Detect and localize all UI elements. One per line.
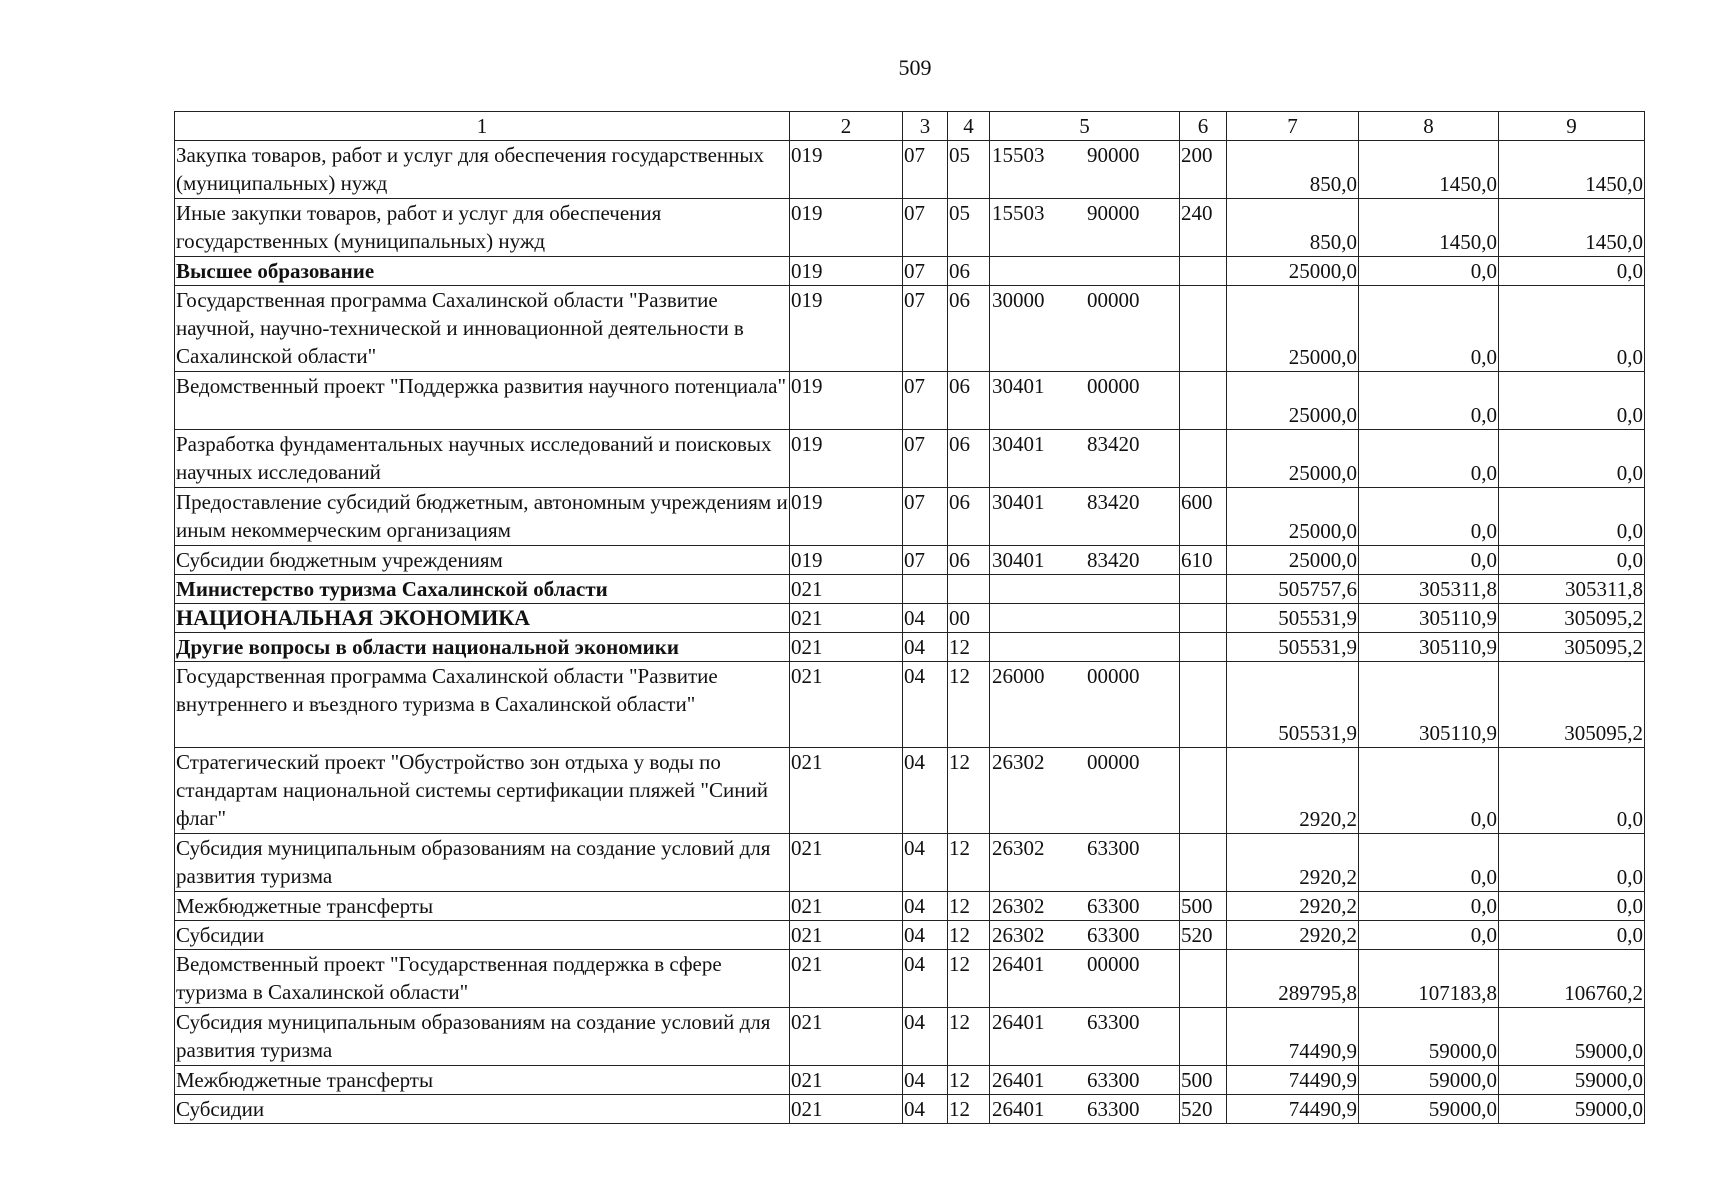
row-name: Субсидии [175, 921, 790, 950]
table-row [175, 604, 1645, 633]
cell-amount-year-1: 289795,8 [1227, 950, 1359, 1008]
cell-subsection [948, 575, 990, 604]
column-header: 7 [1227, 112, 1359, 141]
cell-admin-code: 021 [790, 834, 903, 892]
cell-subsection: 06 [948, 286, 990, 372]
cell-subsection: 00 [948, 604, 990, 633]
cell-amount-year-1: 505531,9 [1227, 633, 1359, 662]
cell-subsection: 12 [948, 1008, 990, 1066]
cell-section: 07 [903, 430, 948, 488]
cell-expense-type: 500 [1180, 1066, 1227, 1095]
row-name: Субсидии бюджетным учреждениям [175, 546, 790, 575]
cell-amount-year-3: 0,0 [1499, 257, 1645, 286]
row-name: Другие вопросы в области национальной экономики [175, 633, 790, 662]
cell-target-article [990, 488, 1180, 546]
cell-expense-type [1180, 257, 1227, 286]
cell-target-article [990, 199, 1180, 257]
table-row [175, 748, 1645, 834]
cell-amount-year-3: 0,0 [1499, 430, 1645, 488]
cell-amount-year-2: 305110,9 [1359, 633, 1499, 662]
target-article-direction: 90000 [1087, 201, 1140, 225]
cell-amount-year-3: 305311,8 [1499, 575, 1645, 604]
row-name: Предоставление субсидий бюджетным, автономным учреждениям и иным некоммерческим организациям [175, 488, 790, 546]
row-name: Межбюджетные трансферты [175, 892, 790, 921]
cell-admin-code: 021 [790, 1008, 903, 1066]
cell-target-article [990, 430, 1180, 488]
cell-subsection: 12 [948, 834, 990, 892]
cell-section: 04 [903, 892, 948, 921]
cell-section: 07 [903, 286, 948, 372]
cell-amount-year-3: 0,0 [1499, 546, 1645, 575]
cell-amount-year-2: 305311,8 [1359, 575, 1499, 604]
target-article-direction: 90000 [1087, 143, 1140, 167]
cell-amount-year-3: 305095,2 [1499, 604, 1645, 633]
target-article-program: 26000 [992, 664, 1045, 688]
table-row [175, 430, 1645, 488]
row-name: Закупка товаров, работ и услуг для обеспечения государственных (муниципальных) нужд [175, 141, 790, 199]
cell-target-article [990, 141, 1180, 199]
target-article-program: 15503 [992, 143, 1045, 167]
cell-amount-year-2: 0,0 [1359, 892, 1499, 921]
cell-subsection: 12 [948, 921, 990, 950]
cell-amount-year-2: 0,0 [1359, 372, 1499, 430]
cell-admin-code: 019 [790, 488, 903, 546]
cell-amount-year-1: 74490,9 [1227, 1008, 1359, 1066]
cell-target-article [990, 748, 1180, 834]
cell-amount-year-1: 850,0 [1227, 141, 1359, 199]
cell-amount-year-3: 0,0 [1499, 748, 1645, 834]
cell-target-article [990, 892, 1180, 921]
target-article-direction: 63300 [1087, 1068, 1140, 1092]
cell-target-article [990, 1066, 1180, 1095]
cell-expense-type [1180, 748, 1227, 834]
target-article-program: 26401 [992, 1010, 1045, 1034]
cell-amount-year-3: 1450,0 [1499, 199, 1645, 257]
cell-amount-year-3: 0,0 [1499, 834, 1645, 892]
table-row [175, 834, 1645, 892]
table-row [175, 662, 1645, 748]
target-article-direction: 83420 [1087, 490, 1140, 514]
cell-expense-type [1180, 662, 1227, 748]
cell-subsection: 05 [948, 199, 990, 257]
cell-amount-year-1: 2920,2 [1227, 748, 1359, 834]
column-header: 6 [1180, 112, 1227, 141]
cell-target-article [990, 633, 1180, 662]
cell-admin-code: 019 [790, 430, 903, 488]
cell-amount-year-2: 59000,0 [1359, 1008, 1499, 1066]
cell-admin-code: 021 [790, 1066, 903, 1095]
cell-admin-code: 021 [790, 950, 903, 1008]
cell-amount-year-2: 59000,0 [1359, 1066, 1499, 1095]
cell-amount-year-2: 59000,0 [1359, 1095, 1499, 1124]
target-article-direction: 63300 [1087, 1010, 1140, 1034]
target-article-program: 26302 [992, 923, 1045, 947]
cell-target-article [990, 662, 1180, 748]
cell-admin-code: 019 [790, 372, 903, 430]
table-row [175, 546, 1645, 575]
cell-amount-year-2: 1450,0 [1359, 141, 1499, 199]
cell-amount-year-3: 0,0 [1499, 488, 1645, 546]
cell-amount-year-3: 59000,0 [1499, 1095, 1645, 1124]
cell-amount-year-3: 59000,0 [1499, 1008, 1645, 1066]
cell-amount-year-1: 25000,0 [1227, 546, 1359, 575]
cell-section: 04 [903, 662, 948, 748]
target-article-program: 26401 [992, 1097, 1045, 1121]
cell-amount-year-2: 0,0 [1359, 748, 1499, 834]
cell-amount-year-1: 74490,9 [1227, 1066, 1359, 1095]
cell-target-article [990, 372, 1180, 430]
target-article-program: 26401 [992, 1068, 1045, 1092]
cell-subsection: 12 [948, 662, 990, 748]
cell-expense-type: 240 [1180, 199, 1227, 257]
cell-amount-year-2: 0,0 [1359, 834, 1499, 892]
cell-amount-year-1: 2920,2 [1227, 834, 1359, 892]
cell-expense-type [1180, 372, 1227, 430]
cell-amount-year-2: 1450,0 [1359, 199, 1499, 257]
target-article-direction: 00000 [1087, 750, 1140, 774]
cell-admin-code: 021 [790, 1095, 903, 1124]
row-name: Министерство туризма Сахалинской области [175, 575, 790, 604]
target-article-program: 26401 [992, 952, 1045, 976]
cell-target-article [990, 1008, 1180, 1066]
cell-amount-year-1: 25000,0 [1227, 286, 1359, 372]
cell-amount-year-3: 106760,2 [1499, 950, 1645, 1008]
cell-amount-year-1: 74490,9 [1227, 1095, 1359, 1124]
cell-expense-type: 200 [1180, 141, 1227, 199]
cell-subsection: 06 [948, 257, 990, 286]
cell-target-article [990, 257, 1180, 286]
table-row [175, 257, 1645, 286]
budget-table [174, 111, 1645, 1124]
cell-amount-year-1: 25000,0 [1227, 488, 1359, 546]
column-header: 8 [1359, 112, 1499, 141]
target-article-program: 30401 [992, 490, 1045, 514]
target-article-program: 26302 [992, 750, 1045, 774]
column-header: 3 [903, 112, 948, 141]
cell-section: 07 [903, 372, 948, 430]
cell-amount-year-1: 25000,0 [1227, 257, 1359, 286]
cell-target-article [990, 604, 1180, 633]
cell-section [903, 575, 948, 604]
cell-admin-code: 021 [790, 633, 903, 662]
target-article-direction: 83420 [1087, 548, 1140, 572]
cell-section: 04 [903, 604, 948, 633]
cell-expense-type: 610 [1180, 546, 1227, 575]
cell-expense-type [1180, 633, 1227, 662]
cell-admin-code: 021 [790, 604, 903, 633]
row-name: Субсидии [175, 1095, 790, 1124]
cell-section: 07 [903, 546, 948, 575]
target-article-program: 26302 [992, 836, 1045, 860]
cell-amount-year-2: 305110,9 [1359, 662, 1499, 748]
cell-subsection: 12 [948, 1066, 990, 1095]
cell-expense-type [1180, 950, 1227, 1008]
column-header: 9 [1499, 112, 1645, 141]
target-article-program: 30401 [992, 548, 1045, 572]
row-name: Разработка фундаментальных научных исследований и поисковых научных исследований [175, 430, 790, 488]
cell-expense-type: 500 [1180, 892, 1227, 921]
cell-admin-code: 021 [790, 892, 903, 921]
cell-target-article [990, 286, 1180, 372]
row-name: Высшее образование [175, 257, 790, 286]
table-row [175, 950, 1645, 1008]
target-article-direction: 00000 [1087, 288, 1140, 312]
column-header: 1 [175, 112, 790, 141]
row-name: Ведомственный проект "Государственная поддержка в сфере туризма в Сахалинской области" [175, 950, 790, 1008]
target-article-program: 30000 [992, 288, 1045, 312]
cell-amount-year-1: 25000,0 [1227, 372, 1359, 430]
cell-expense-type [1180, 430, 1227, 488]
cell-amount-year-2: 0,0 [1359, 488, 1499, 546]
cell-section: 07 [903, 257, 948, 286]
target-article-program: 30401 [992, 374, 1045, 398]
cell-target-article [990, 575, 1180, 604]
cell-expense-type [1180, 604, 1227, 633]
header-row [175, 112, 1645, 141]
cell-subsection: 06 [948, 546, 990, 575]
cell-amount-year-2: 0,0 [1359, 257, 1499, 286]
cell-amount-year-2: 0,0 [1359, 921, 1499, 950]
cell-amount-year-2: 107183,8 [1359, 950, 1499, 1008]
cell-subsection: 05 [948, 141, 990, 199]
cell-amount-year-3: 0,0 [1499, 892, 1645, 921]
cell-admin-code: 019 [790, 257, 903, 286]
column-header: 2 [790, 112, 903, 141]
target-article-direction: 63300 [1087, 1097, 1140, 1121]
cell-amount-year-1: 25000,0 [1227, 430, 1359, 488]
cell-expense-type [1180, 286, 1227, 372]
cell-expense-type: 520 [1180, 921, 1227, 950]
cell-section: 04 [903, 748, 948, 834]
page-number: 509 [898, 55, 932, 80]
table-row [175, 633, 1645, 662]
cell-target-article [990, 834, 1180, 892]
table-row [175, 1066, 1645, 1095]
cell-expense-type [1180, 834, 1227, 892]
cell-subsection: 12 [948, 633, 990, 662]
table-row [175, 1008, 1645, 1066]
table-row [175, 141, 1645, 199]
target-article-direction: 00000 [1087, 664, 1140, 688]
target-article-program: 26302 [992, 894, 1045, 918]
row-name: Субсидия муниципальным образованиям на создание условий для развития туризма [175, 1008, 790, 1066]
cell-expense-type [1180, 1008, 1227, 1066]
table-row [175, 199, 1645, 257]
row-name: Ведомственный проект "Поддержка развития научного потенциала" [175, 372, 790, 430]
cell-admin-code: 019 [790, 546, 903, 575]
target-article-direction: 63300 [1087, 923, 1140, 947]
cell-expense-type: 520 [1180, 1095, 1227, 1124]
row-name: НАЦИОНАЛЬНАЯ ЭКОНОМИКА [175, 604, 790, 633]
cell-amount-year-3: 305095,2 [1499, 633, 1645, 662]
cell-subsection: 12 [948, 748, 990, 834]
cell-admin-code: 019 [790, 141, 903, 199]
cell-subsection: 12 [948, 892, 990, 921]
cell-subsection: 06 [948, 430, 990, 488]
cell-subsection: 12 [948, 950, 990, 1008]
cell-section: 04 [903, 633, 948, 662]
cell-section: 04 [903, 1008, 948, 1066]
cell-amount-year-1: 850,0 [1227, 199, 1359, 257]
cell-amount-year-2: 305110,9 [1359, 604, 1499, 633]
target-article-direction: 00000 [1087, 952, 1140, 976]
cell-amount-year-1: 505757,6 [1227, 575, 1359, 604]
table-row [175, 575, 1645, 604]
target-article-program: 15503 [992, 201, 1045, 225]
cell-section: 04 [903, 1095, 948, 1124]
row-name: Государственная программа Сахалинской области "Развитие внутреннего и въездного туризма в Сахалинской области" [175, 662, 790, 748]
cell-admin-code: 021 [790, 748, 903, 834]
cell-admin-code: 021 [790, 921, 903, 950]
cell-subsection: 06 [948, 372, 990, 430]
table-row [175, 372, 1645, 430]
target-article-program: 30401 [992, 432, 1045, 456]
row-name: Стратегический проект "Обустройство зон отдыха у воды по стандартам национальной системы сертификации пляжей "Синий флаг" [175, 748, 790, 834]
cell-target-article [990, 921, 1180, 950]
cell-section: 07 [903, 141, 948, 199]
cell-amount-year-3: 0,0 [1499, 921, 1645, 950]
cell-admin-code: 021 [790, 662, 903, 748]
cell-section: 04 [903, 1066, 948, 1095]
target-article-direction: 00000 [1087, 374, 1140, 398]
cell-section: 04 [903, 921, 948, 950]
target-article-direction: 63300 [1087, 894, 1140, 918]
cell-target-article [990, 1095, 1180, 1124]
cell-amount-year-3: 0,0 [1499, 286, 1645, 372]
cell-subsection: 12 [948, 1095, 990, 1124]
row-name: Межбюджетные трансферты [175, 1066, 790, 1095]
cell-amount-year-3: 0,0 [1499, 372, 1645, 430]
cell-section: 04 [903, 834, 948, 892]
table-row [175, 286, 1645, 372]
cell-amount-year-1: 505531,9 [1227, 662, 1359, 748]
cell-expense-type [1180, 575, 1227, 604]
cell-target-article [990, 950, 1180, 1008]
table-row [175, 1095, 1645, 1124]
cell-subsection: 06 [948, 488, 990, 546]
cell-amount-year-1: 2920,2 [1227, 921, 1359, 950]
cell-amount-year-1: 2920,2 [1227, 892, 1359, 921]
cell-amount-year-1: 505531,9 [1227, 604, 1359, 633]
cell-section: 04 [903, 950, 948, 1008]
cell-admin-code: 019 [790, 286, 903, 372]
cell-amount-year-3: 1450,0 [1499, 141, 1645, 199]
cell-target-article [990, 546, 1180, 575]
row-name: Иные закупки товаров, работ и услуг для обеспечения государственных (муниципальных) нужд [175, 199, 790, 257]
cell-admin-code: 019 [790, 199, 903, 257]
table-row [175, 892, 1645, 921]
table-row [175, 921, 1645, 950]
cell-amount-year-2: 0,0 [1359, 286, 1499, 372]
cell-amount-year-2: 0,0 [1359, 430, 1499, 488]
column-header: 5 [990, 112, 1180, 141]
target-article-direction: 83420 [1087, 432, 1140, 456]
column-header: 4 [948, 112, 990, 141]
row-name: Субсидия муниципальным образованиям на создание условий для развития туризма [175, 834, 790, 892]
cell-expense-type: 600 [1180, 488, 1227, 546]
cell-amount-year-2: 0,0 [1359, 546, 1499, 575]
table-row [175, 488, 1645, 546]
cell-admin-code: 021 [790, 575, 903, 604]
row-name: Государственная программа Сахалинской области "Развитие научной, научно-технической и инновационной деятельности в Сахалинской области" [175, 286, 790, 372]
target-article-direction: 63300 [1087, 836, 1140, 860]
cell-section: 07 [903, 488, 948, 546]
cell-amount-year-3: 59000,0 [1499, 1066, 1645, 1095]
cell-section: 07 [903, 199, 948, 257]
cell-amount-year-3: 305095,2 [1499, 662, 1645, 748]
